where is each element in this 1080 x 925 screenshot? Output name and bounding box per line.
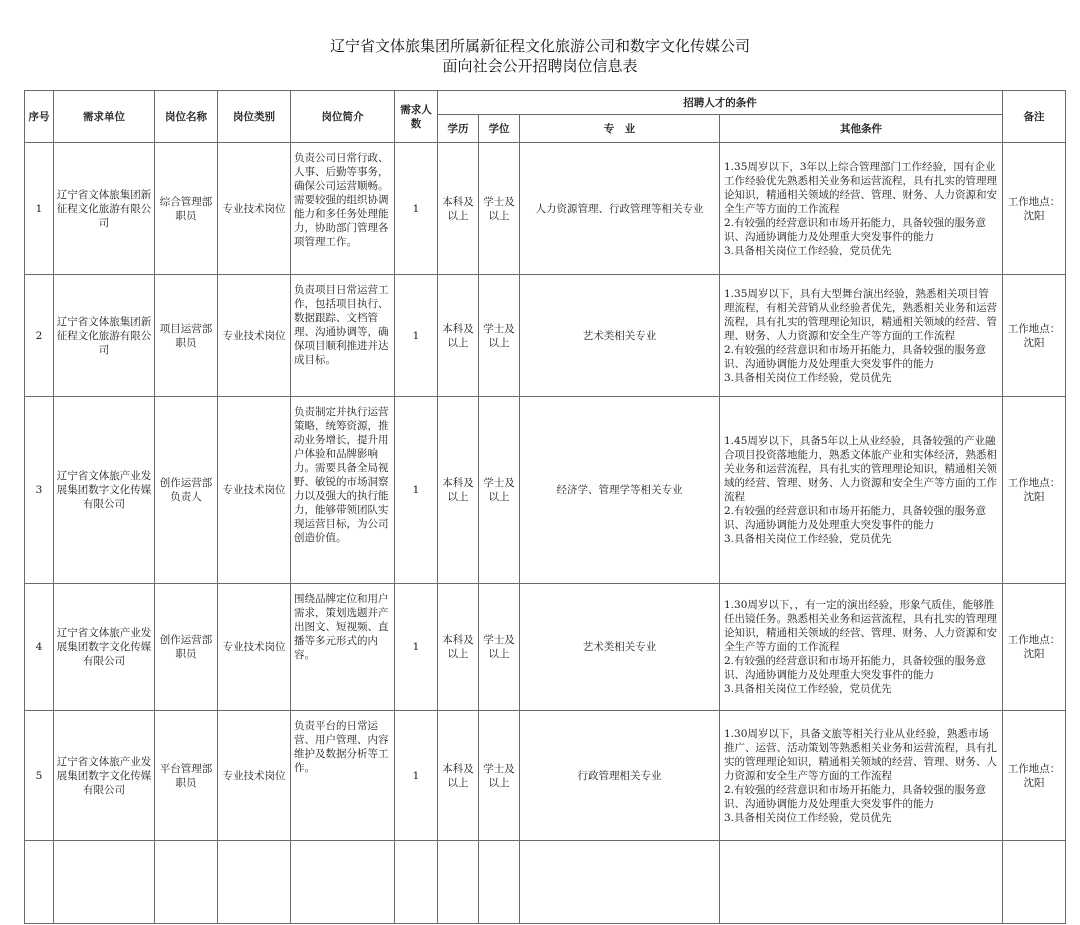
cell-major: 行政管理相关专业 bbox=[520, 711, 720, 841]
condition-line: 1.45周岁以下，具备5年以上从业经验，具备较强的产业融合项目投资落地能力，熟悉文体旅产业和实体经济，熟悉相关业务和运营流程，具有扎实的管理理论知识，精通相关领域的经营、管理、财务、人力资源和安全生产等方面的工作流程 bbox=[724, 435, 997, 503]
cell-position: 创作运营部负责人 bbox=[155, 397, 218, 584]
cell-seq: 2 bbox=[25, 275, 54, 397]
cell-seq: 3 bbox=[25, 397, 54, 584]
cell-empty bbox=[1003, 841, 1066, 924]
table-row bbox=[25, 275, 1066, 397]
cell-empty bbox=[155, 841, 218, 924]
header-education: 学历 bbox=[438, 115, 479, 143]
cell-intro: 负责制定并执行运营策略，统筹资源，推动业务增长，提升用户体验和品牌影响力。需要具备全局视野、敏锐的市场洞察力以及强大的执行能力，能够带领团队实现运营目标，为公司创造价值。 bbox=[291, 397, 395, 584]
cell-unit: 辽宁省文体旅集团新征程文化旅游有限公司 bbox=[54, 275, 155, 397]
cell-major: 艺术类相关专业 bbox=[520, 275, 720, 397]
cell-unit: 辽宁省文体旅产业发展集团数字文化传媒有限公司 bbox=[54, 711, 155, 841]
cell-remark: 工作地点：沈阳 bbox=[1003, 584, 1066, 711]
cell-seq: 5 bbox=[25, 711, 54, 841]
condition-line: 3.具备相关岗位工作经验，党员优先 bbox=[724, 533, 892, 545]
cell-empty bbox=[395, 841, 438, 924]
cell-other bbox=[720, 397, 1003, 584]
cell-intro: 负责项目日常运营工作，包括项目执行、数据跟踪、文档管理、沟通协调等，确保项目顺利推进并达成目标。 bbox=[291, 275, 395, 397]
cell-category: 专业技术岗位 bbox=[218, 275, 291, 397]
cell-unit: 辽宁省文体旅产业发展集团数字文化传媒有限公司 bbox=[54, 584, 155, 711]
condition-line: 1.30周岁以下，，有一定的演出经验，形象气质佳，能够胜任出镜任务。熟悉相关业务和运营流程，具有扎实的管理理论知识，精通相关领域的经营、管理、财务、人力资源和安全生产等方面的工作流程 bbox=[724, 599, 997, 653]
condition-line: 3.具备相关岗位工作经验，党员优先 bbox=[724, 683, 892, 695]
header-unit: 需求单位 bbox=[54, 91, 155, 143]
cell-category: 专业技术岗位 bbox=[218, 397, 291, 584]
condition-line: 2.有较强的经营意识和市场开拓能力，具备较强的服务意识、沟通协调能力及处理重大突发事件的能力 bbox=[724, 783, 987, 810]
header-category: 岗位类别 bbox=[218, 91, 291, 143]
cell-count: 1 bbox=[395, 711, 438, 841]
document-subtitle: 面向社会公开招聘岗位信息表 bbox=[442, 57, 638, 75]
cell-education: 本科及以上 bbox=[438, 143, 479, 275]
condition-line: 2.有较强的经营意识和市场开拓能力，具备较强的服务意识、沟通协调能力及处理重大突发事件的能力 bbox=[724, 655, 987, 681]
cell-position: 创作运营部职员 bbox=[155, 584, 218, 711]
cell-major: 经济学、管理学等相关专业 bbox=[520, 397, 720, 584]
cell-degree: 学士及以上 bbox=[479, 275, 520, 397]
cell-count: 1 bbox=[395, 275, 438, 397]
cell-empty bbox=[479, 841, 520, 924]
header-major: 专 业 bbox=[520, 115, 720, 143]
header-remark: 备注 bbox=[1003, 91, 1066, 143]
table-row bbox=[25, 143, 1066, 275]
cell-major: 人力资源管理、行政管理等相关专业 bbox=[520, 143, 720, 275]
cell-empty bbox=[291, 841, 395, 924]
table-row-empty bbox=[25, 841, 1066, 924]
cell-other bbox=[720, 711, 1003, 841]
cell-remark: 工作地点：沈阳 bbox=[1003, 143, 1066, 275]
cell-position: 综合管理部职员 bbox=[155, 143, 218, 275]
condition-line: 1.35周岁以下，具有大型舞台演出经验，熟悉相关项目管理流程，有相关营销从业经验者优先，熟悉相关业务和运营流程，具有扎实的管理理论知识，精通相关领域的经营、管理、财务、人力资源和安全生产等方面的工作流程 bbox=[724, 287, 997, 342]
header-conditions: 招聘人才的条件 bbox=[438, 91, 1003, 115]
cell-remark: 工作地点：沈阳 bbox=[1003, 711, 1066, 841]
condition-line: 3.具备相关岗位工作经验，党员优先 bbox=[724, 811, 892, 824]
condition-line: 2.有较强的经营意识和市场开拓能力，具备较强的服务意识、沟通协调能力及处理重大突发事件的能力 bbox=[724, 343, 987, 370]
condition-line: 2.有较强的经营意识和市场开拓能力，具备较强的服务意识、沟通协调能力及处理重大突发事件的能力 bbox=[724, 505, 987, 531]
cell-intro: 负责公司日常行政、人事、后勤等事务，确保公司运营顺畅。需要较强的组织协调能力和多任务处理能力，协助部门管理各项管理工作。 bbox=[291, 143, 395, 275]
document-title: 辽宁省文体旅集团所属新征程文化旅游公司和数字文化传媒公司 bbox=[329, 37, 750, 55]
cell-degree: 学士及以上 bbox=[479, 584, 520, 711]
header-count: 需求人数 bbox=[395, 91, 438, 143]
cell-education: 本科及以上 bbox=[438, 275, 479, 397]
table-row bbox=[25, 711, 1066, 841]
cell-other bbox=[720, 584, 1003, 711]
table-row bbox=[25, 584, 1066, 711]
cell-other bbox=[720, 275, 1003, 397]
cell-unit: 辽宁省文体旅集团新征程文化旅游有限公司 bbox=[54, 143, 155, 275]
cell-intro: 围绕品牌定位和用户需求，策划选题并产出图文、短视频、直播等多元形式的内容。 bbox=[291, 584, 395, 711]
cell-category: 专业技术岗位 bbox=[218, 143, 291, 275]
header-intro: 岗位简介 bbox=[291, 91, 395, 143]
cell-education: 本科及以上 bbox=[438, 397, 479, 584]
cell-remark: 工作地点：沈阳 bbox=[1003, 275, 1066, 397]
cell-category: 专业技术岗位 bbox=[218, 711, 291, 841]
cell-degree: 学士及以上 bbox=[479, 397, 520, 584]
cell-other bbox=[720, 143, 1003, 275]
cell-count: 1 bbox=[395, 397, 438, 584]
header-seq: 序号 bbox=[25, 91, 54, 143]
cell-empty bbox=[25, 841, 54, 924]
header-other: 其他条件 bbox=[720, 115, 1003, 143]
cell-education: 本科及以上 bbox=[438, 711, 479, 841]
cell-position: 项目运营部职员 bbox=[155, 275, 218, 397]
cell-empty bbox=[438, 841, 479, 924]
cell-education: 本科及以上 bbox=[438, 584, 479, 711]
cell-empty bbox=[54, 841, 155, 924]
condition-line: 3.具备相关岗位工作经验，党员优先 bbox=[724, 371, 892, 384]
cell-remark: 工作地点：沈阳 bbox=[1003, 397, 1066, 584]
cell-empty bbox=[218, 841, 291, 924]
cell-empty bbox=[720, 841, 1003, 924]
cell-major: 艺术类相关专业 bbox=[520, 584, 720, 711]
cell-degree: 学士及以上 bbox=[479, 143, 520, 275]
condition-line: 1.30周岁以下，具备文旅等相关行业从业经验，熟悉市场推广、运营、活动策划等熟悉相关业务和运营流程，具有扎实的管理理论知识，精通相关领域的经营、管理、财务、人力资源和安全生产等方面的工作流程 bbox=[724, 727, 997, 782]
header-position: 岗位名称 bbox=[155, 91, 218, 143]
cell-position: 平台管理部职员 bbox=[155, 711, 218, 841]
recruitment-table bbox=[24, 90, 1066, 924]
table-row bbox=[25, 397, 1066, 584]
condition-line: 3.具备相关岗位工作经验，党员优先 bbox=[724, 244, 892, 257]
cell-category: 专业技术岗位 bbox=[218, 584, 291, 711]
cell-count: 1 bbox=[395, 143, 438, 275]
condition-line: 2.有较强的经营意识和市场开拓能力，具备较强的服务意识、沟通协调能力及处理重大突发事件的能力 bbox=[724, 216, 987, 243]
cell-unit: 辽宁省文体旅产业发展集团数字文化传媒有限公司 bbox=[54, 397, 155, 584]
cell-seq: 1 bbox=[25, 143, 54, 275]
cell-degree: 学士及以上 bbox=[479, 711, 520, 841]
cell-intro: 负责平台的日常运营、用户管理、内容维护及数据分析等工作。 bbox=[291, 711, 395, 841]
cell-count: 1 bbox=[395, 584, 438, 711]
cell-empty bbox=[520, 841, 720, 924]
header-degree: 学位 bbox=[479, 115, 520, 143]
cell-seq: 4 bbox=[25, 584, 54, 711]
condition-line: 1.35周岁以下，3年以上综合管理部门工作经验，国有企业工作经验优先熟悉相关业务和运营流程，具有扎实的管理理论知识，精通相关领域的经营、管理、财务、人力资源和安全生产等方面的工作流程 bbox=[724, 160, 997, 215]
